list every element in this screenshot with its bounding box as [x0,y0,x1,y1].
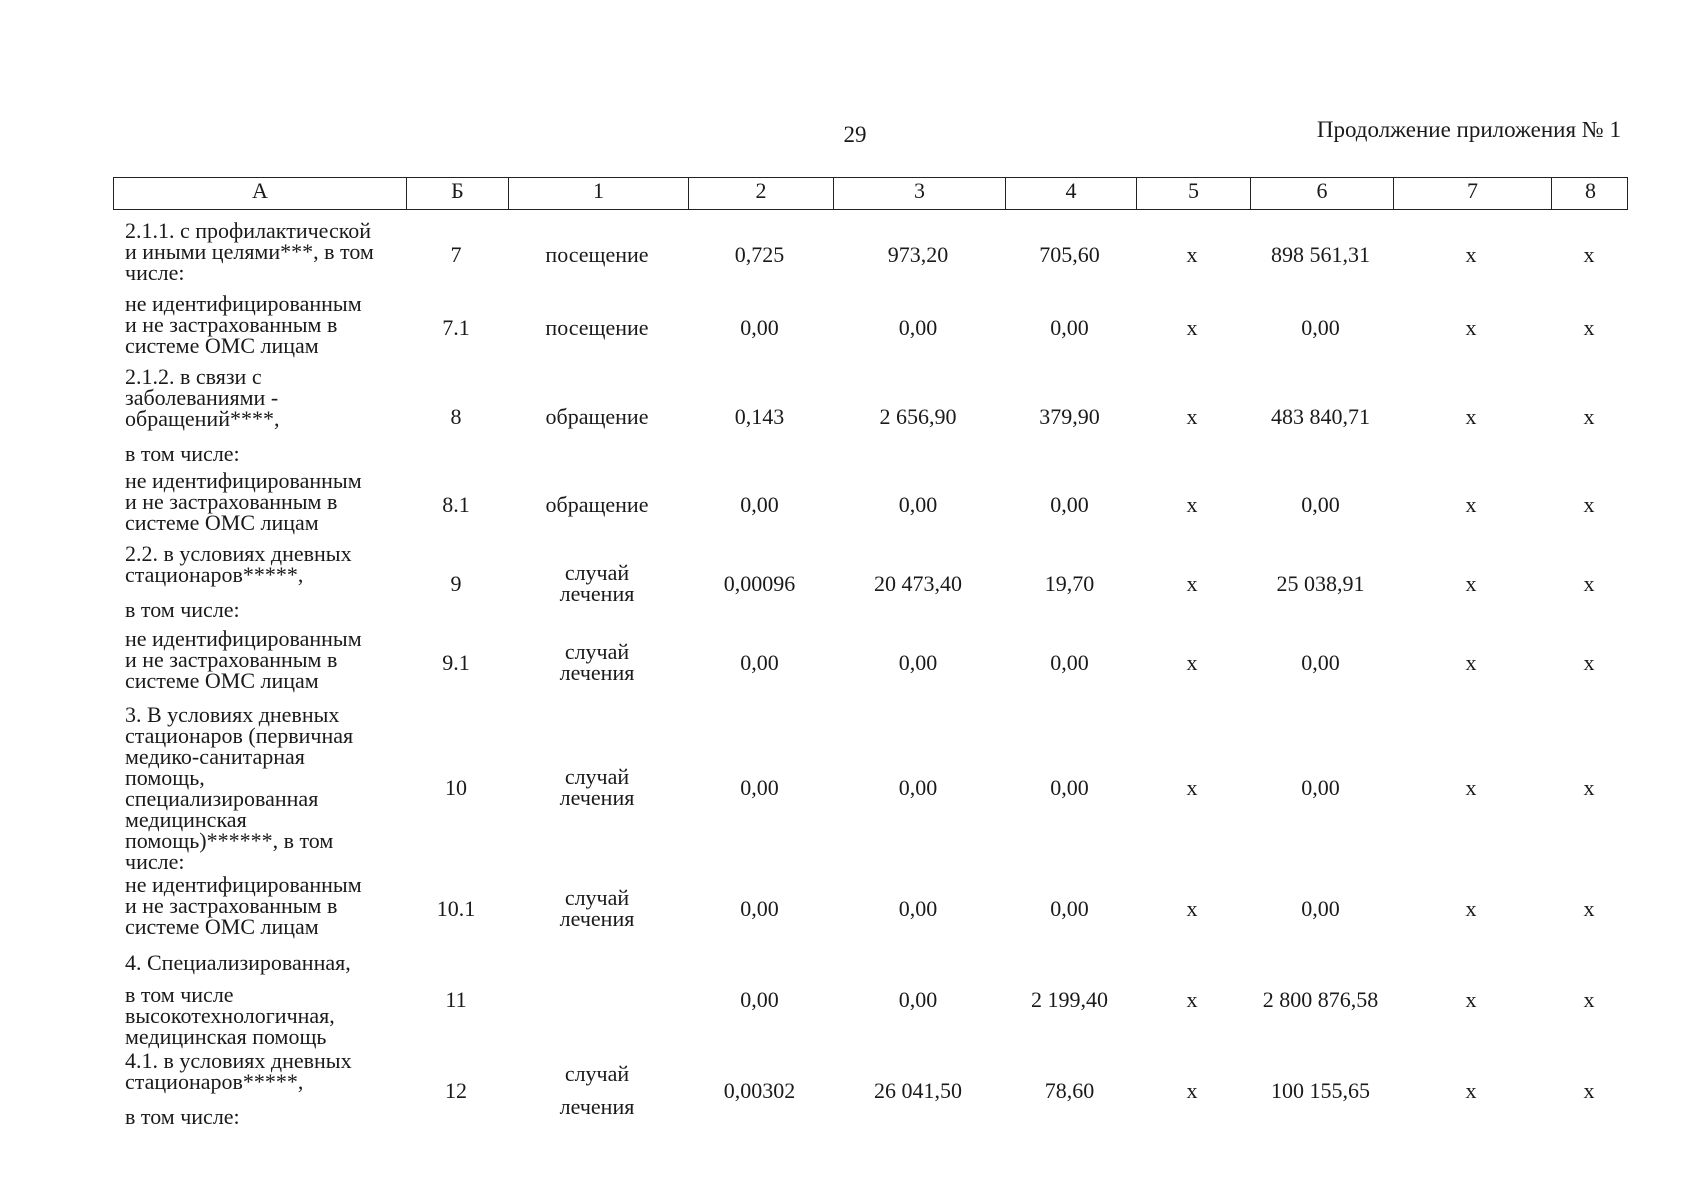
table-row [113,628,1628,696]
column-header-3: 3 [833,178,1005,209]
row-label-line: и не застрахованным в [125,647,338,672]
value-cell-c2: 0,00 [740,774,779,800]
column-header-a: А [252,178,268,203]
row-label-line: и не застрахованным в [125,489,338,514]
column-header-5: 5 [1136,178,1250,209]
table-row [113,874,1628,942]
row-label-line: в том числе: [125,1104,240,1129]
value-cell-c3: 0,00 [898,314,938,340]
value-cell-c8: x [1583,241,1595,267]
value-cell-b: 10.1 [436,895,476,921]
unit-cell [507,952,687,1047]
value-cell-c6: 898 561,31 [1271,241,1370,267]
value-cell-c2: 0,00 [740,987,779,1012]
value-cell-c6: 0,00 [1301,649,1340,675]
value-cell-c2: 0,725 [734,241,785,267]
unit-cell [507,293,687,361]
row-label-line: числе: [125,849,185,874]
row-label-line: высокотехнологичная, [125,1003,335,1028]
value-cell-c8: x [1583,987,1595,1012]
value-cell-b: 7 [450,241,462,267]
row-label-line: медицинская [125,807,247,832]
value-cell-c6: 25 038,91 [1276,570,1365,596]
row-label-line: стационаров*****, [125,1069,304,1094]
unit-line: обращение [545,491,649,517]
value-cell-b: 11 [445,987,467,1012]
table-row [113,1050,1628,1130]
value-cell-c2: 0,143 [734,403,785,429]
unit-cell [507,470,687,538]
value-cell-c7: x [1465,649,1477,675]
column-header-1: 1 [508,178,688,209]
unit-line: лечения [559,785,635,810]
row-label [113,1050,405,1130]
value-cell-c5: x [1186,774,1198,800]
value-cell-c8: x [1583,491,1595,517]
value-cell-c3: 0,00 [898,987,938,1012]
row-label-line: системе ОМС лицам [125,510,319,535]
row-label [113,293,405,361]
unit-cell [507,628,687,696]
row-label-line: помощь, [125,765,205,790]
unit-line: лечения [559,660,635,685]
value-cell-c7: x [1465,1077,1477,1103]
value-cell-c3: 0,00 [898,649,938,675]
value-cell-c7: x [1465,241,1477,267]
row-label-line: обращений****, [125,406,280,431]
value-cell-c6: 483 840,71 [1271,403,1370,429]
value-cell-c4: 2 199,40 [1031,987,1108,1012]
unit-line: посещение [545,241,649,267]
table-header [113,177,1628,210]
value-cell-c6: 2 800 876,58 [1262,987,1379,1012]
value-cell-c6: 100 155,65 [1271,1077,1370,1103]
value-cell-c5: x [1186,895,1198,921]
row-label-line: не идентифицированным [125,291,362,316]
row-label-line: в том числе [125,982,234,1007]
value-cell-c7: x [1465,491,1477,517]
row-label [113,366,405,466]
value-cell-c7: x [1465,314,1477,340]
column-header-6: 6 [1250,178,1393,209]
table-row [113,702,1628,874]
value-cell-c4: 705,60 [1039,241,1100,267]
row-label-line: помощь)******, в том [125,828,334,853]
unit-cell [507,366,687,466]
value-cell-b: 8.1 [442,491,470,517]
table-row [113,366,1628,466]
row-label-line: 3. В условиях дневных [125,702,340,727]
unit-line: обращение [545,403,649,429]
value-cell-c3: 2 656,90 [879,403,957,429]
row-label-line: 2.1.2. в связи с [125,364,262,389]
row-label-line: системе ОМС лицам [125,668,319,693]
row-label-line: и не застрахованным в [125,893,338,918]
unit-line: случай [564,560,630,585]
value-cell-c3: 0,00 [898,774,938,800]
unit-line: посещение [545,314,649,340]
unit-line: случай [564,639,630,664]
value-cell-c3: 0,00 [898,895,938,921]
unit-cell [507,704,687,870]
value-cell-b: 9 [450,570,462,596]
column-header-4: 4 [1005,178,1136,209]
unit-line: лечения [559,906,635,931]
row-label-line: не идентифицированным [125,626,362,651]
row-label-line: и иными целями***, в том [125,239,374,264]
value-cell-c6: 0,00 [1301,491,1340,517]
value-cell-c4: 0,00 [1050,314,1089,340]
value-cell-c5: x [1186,570,1198,596]
value-cell-c4: 0,00 [1050,491,1089,517]
row-label-line: 4. Специализированная, [125,950,351,975]
row-label [113,220,405,288]
value-cell-c4: 19,70 [1044,570,1095,596]
column-header-2: 2 [688,178,833,209]
unit-line: лечения [559,581,635,606]
value-cell-c7: x [1465,403,1477,429]
value-cell-c4: 379,90 [1039,403,1100,429]
row-label-line: медико-санитарная [125,744,305,769]
table-row [113,220,1628,288]
value-cell-c6: 0,00 [1301,314,1340,340]
column-header-7: 7 [1393,178,1551,209]
row-label-line: 4.1. в условиях дневных [125,1048,352,1073]
value-cell-c8: x [1583,314,1595,340]
row-label-line: медицинская помощь [125,1024,327,1049]
unit-line: лечения [559,1094,635,1119]
row-label-line: и не застрахованным в [125,312,338,337]
value-cell-c4: 0,00 [1050,895,1089,921]
value-cell-b: 9.1 [442,649,470,675]
value-cell-c7: x [1465,895,1477,921]
value-cell-c3: 973,20 [887,241,949,267]
row-label [113,470,405,538]
unit-line: случай [564,1061,630,1086]
value-cell-c3: 20 473,40 [874,570,962,596]
page-number: 29 [843,122,867,147]
value-cell-c5: x [1186,241,1198,267]
value-cell-c2: 0,00 [740,491,779,517]
unit-cell [507,874,687,942]
value-cell-c3: 26 041,50 [874,1077,962,1103]
value-cell-c4: 0,00 [1050,649,1089,675]
unit-line: случай [564,885,630,910]
value-cell-c2: 0,00 [740,649,779,675]
table-row [113,293,1628,361]
column-header-8: 8 [1551,178,1629,209]
row-label-line: 2.2. в условиях дневных [125,541,352,566]
value-cell-c8: x [1583,403,1595,429]
row-label-line: системе ОМС лицам [125,914,319,939]
value-cell-c6: 0,00 [1301,774,1340,800]
value-cell-c5: x [1186,1077,1198,1103]
row-label-line: специализированная [125,786,319,811]
value-cell-b: 7.1 [442,314,470,340]
row-label [113,702,405,874]
value-cell-c8: x [1583,774,1595,800]
value-cell-c2: 0,00 [740,314,779,340]
row-label-line: числе: [125,260,185,285]
unit-line: случай [564,764,630,789]
value-cell-c5: x [1186,987,1198,1012]
appendix-note: Продолжение приложения № 1 [1316,117,1621,142]
row-label-line: стационаров*****, [125,562,304,587]
value-cell-b: 10 [445,774,467,800]
row-label [113,543,405,623]
value-cell-c5: x [1186,403,1198,429]
value-cell-c4: 0,00 [1050,774,1089,800]
row-label-line: в том числе: [125,441,240,466]
value-cell-c8: x [1583,1077,1595,1103]
value-cell-c8: x [1583,895,1595,921]
value-cell-c6: 0,00 [1301,895,1340,921]
table-row [113,543,1628,623]
row-label-line: в том числе: [125,597,240,622]
column-header-b: Б [406,178,508,209]
value-cell-c2: 0,00 [740,895,779,921]
table-row [113,952,1628,1047]
unit-cell [507,1050,687,1130]
row-label-line: стационаров (первичная [125,723,354,748]
unit-cell [507,220,687,288]
value-cell-c5: x [1186,491,1198,517]
value-cell-c3: 0,00 [898,491,938,517]
row-label-line: заболеваниями - [125,385,279,410]
row-label-line: системе ОМС лицам [125,333,319,358]
table-row [113,470,1628,538]
value-cell-c4: 78,60 [1044,1077,1095,1103]
value-cell-c7: x [1465,774,1477,800]
value-cell-b: 8 [450,403,462,429]
value-cell-c5: x [1186,649,1198,675]
row-label-line: не идентифицированным [125,872,362,897]
row-label-line: 2.1.1. с профилактической [125,218,372,243]
value-cell-c5: x [1186,314,1198,340]
unit-cell [507,543,687,623]
value-cell-c2: 0,00096 [723,570,796,596]
row-label [113,628,405,696]
value-cell-c7: x [1465,570,1477,596]
value-cell-c2: 0,00302 [723,1077,796,1103]
value-cell-c8: x [1583,570,1595,596]
value-cell-c8: x [1583,649,1595,675]
value-cell-c7: x [1465,987,1477,1012]
row-label [113,874,405,942]
row-label [113,952,405,1047]
row-label-line: не идентифицированным [125,468,362,493]
value-cell-b: 12 [445,1077,467,1103]
